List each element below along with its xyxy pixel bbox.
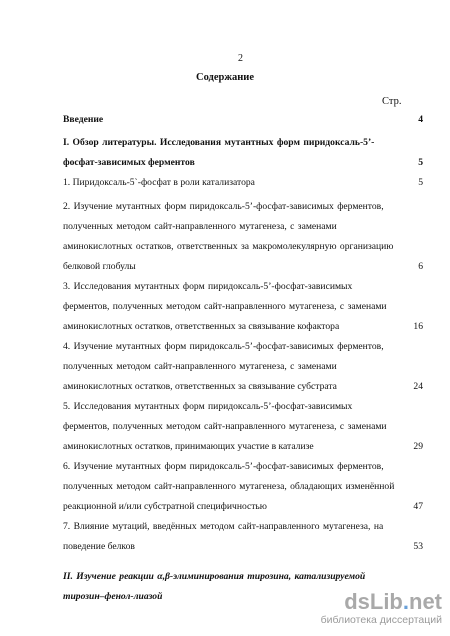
toc-entry-text: 3. Исследования мутантных форм пиридоксаль-5’-фосфат-зависимых — [63, 281, 353, 292]
toc-page-number: 5 — [418, 177, 423, 188]
toc-entry-text: II. Изучение реакции α,β-элиминирования тирозина, катализируемой — [63, 571, 366, 582]
toc-entry — [63, 173, 423, 193]
toc-entry — [63, 397, 423, 457]
toc-entry-text: аминокислотных остатков, ответственных за связывание кофактора — [63, 321, 340, 332]
page-title: Содержание — [196, 72, 254, 83]
toc-entry-text: фосфат-зависимых ферментов — [63, 157, 195, 168]
toc-entry-text: полученных методом сайт-направленного мутагенеза, с заменами — [63, 361, 337, 372]
toc-entry-text: I. Обзор литературы. Исследования мутантных форм пиридоксаль-5’- — [63, 137, 375, 148]
toc-entry-text: 5. Исследования мутантных форм пиридоксаль-5’-фосфат-зависимых — [63, 401, 353, 412]
page-number: 2 — [238, 53, 243, 64]
toc-entry — [63, 197, 423, 277]
watermark — [321, 591, 442, 626]
toc-page-number: 5 — [418, 157, 423, 168]
toc-entry-text: 2. Изучение мутантных форм пиридоксаль-5’-фосфат-зависимых ферментов, — [63, 201, 384, 212]
toc-page-number: 4 — [418, 114, 423, 125]
toc-entry-text: белковой глобулы — [63, 261, 136, 272]
toc-entry-text: полученных методом сайт-направленного мутагенеза, с заменами — [63, 221, 337, 232]
toc-entry — [63, 337, 423, 397]
toc-entry-text: 6. Изучение мутантных форм пиридоксаль-5’-фосфат-зависимых ферментов, — [63, 461, 384, 472]
toc-entry-text: полученных методом сайт-направленного мутагенеза, обладающих изменённой — [63, 481, 395, 492]
toc-entry-text: аминокислотных остатков, ответственных за связывание субстрата — [63, 381, 337, 392]
toc-page-number: 16 — [413, 321, 423, 332]
toc-entry-text: 7. Влияние мутаций, введённых методом сайт-направленного мутагенеза, на — [63, 521, 384, 532]
toc-entry-text: 1. Пиридоксаль-5`-фосфат в роли катализатора — [63, 177, 255, 188]
toc-entry-text: Введение — [63, 114, 104, 125]
toc-page-number: 6 — [418, 261, 423, 272]
toc-entry-text: ферментов, полученных методом сайт-направленного мутагенеза, с заменами — [63, 421, 387, 432]
toc-entry — [63, 110, 423, 130]
toc-entry — [63, 517, 423, 557]
watermark-logo: dsLib.net — [344, 589, 442, 614]
toc-entry — [63, 133, 423, 173]
toc-page-number: 24 — [413, 381, 423, 392]
page-column-header: Стр. — [382, 96, 402, 107]
toc-page-number: 47 — [413, 501, 423, 512]
toc-entry-text: ферментов, полученных методом сайт-направленного мутагенеза, с заменами — [63, 301, 387, 312]
toc-entry-text: аминокислотных остатков, принимающих участие в катализе — [63, 441, 314, 452]
toc-entry-text: тирозин–фенол-лиазой — [63, 591, 163, 602]
toc-entry — [63, 457, 423, 517]
toc-entry-text: реакционной и/или субстратной специфичностью — [63, 501, 267, 512]
toc-entry-text: поведение белков — [63, 541, 135, 552]
toc-entry-text: аминокислотных остатков, ответственных за макромолекулярную организацию — [63, 241, 394, 252]
toc-entry — [63, 277, 423, 337]
toc-page-number: 29 — [413, 441, 423, 452]
watermark-subtitle: библиотека диссертаций — [320, 614, 442, 626]
toc-entry-text: 4. Изучение мутантных форм пиридоксаль-5’-фосфат-зависимых ферментов, — [63, 341, 384, 352]
toc-page-number: 53 — [413, 541, 423, 552]
